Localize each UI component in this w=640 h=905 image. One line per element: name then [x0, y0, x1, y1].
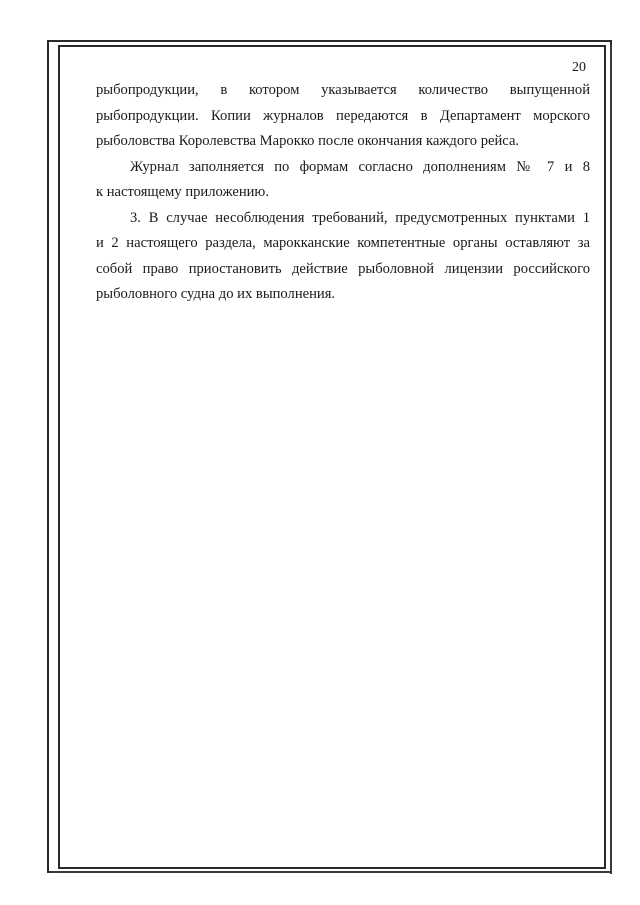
- text-line: собой право приостановить действие рыболовной лицензии российского: [96, 260, 590, 277]
- page-border-shadow-right: [610, 44, 612, 874]
- page-border-shadow-bottom: [50, 871, 612, 873]
- text-line: рыбопродукции, в котором указывается количество выпущенной: [96, 82, 590, 98]
- text-line: и 2 настоящего раздела, марокканские компетентные органы оставляют за: [96, 235, 590, 251]
- paragraph-2: [96, 155, 590, 206]
- text-line: 3. В случае несоблюдения требований, предусмотренных пунктами 1: [130, 209, 590, 226]
- text-line: рыболовного судна до их выполнения.: [96, 286, 336, 302]
- text-line: к настоящему приложению.: [96, 184, 269, 200]
- paragraph-1: [96, 78, 590, 155]
- paragraph-3: [96, 206, 590, 308]
- text-line: рыбопродукции. Копии журналов передаются в Департамент морского: [96, 107, 590, 124]
- document-body: [96, 78, 590, 308]
- text-line: рыболовства Королевства Марокко после окончания каждого рейса.: [96, 133, 520, 149]
- text-line: Журнал заполняется по формам согласно дополнениям № 7 и 8: [130, 158, 590, 175]
- page-number: 20: [572, 60, 586, 75]
